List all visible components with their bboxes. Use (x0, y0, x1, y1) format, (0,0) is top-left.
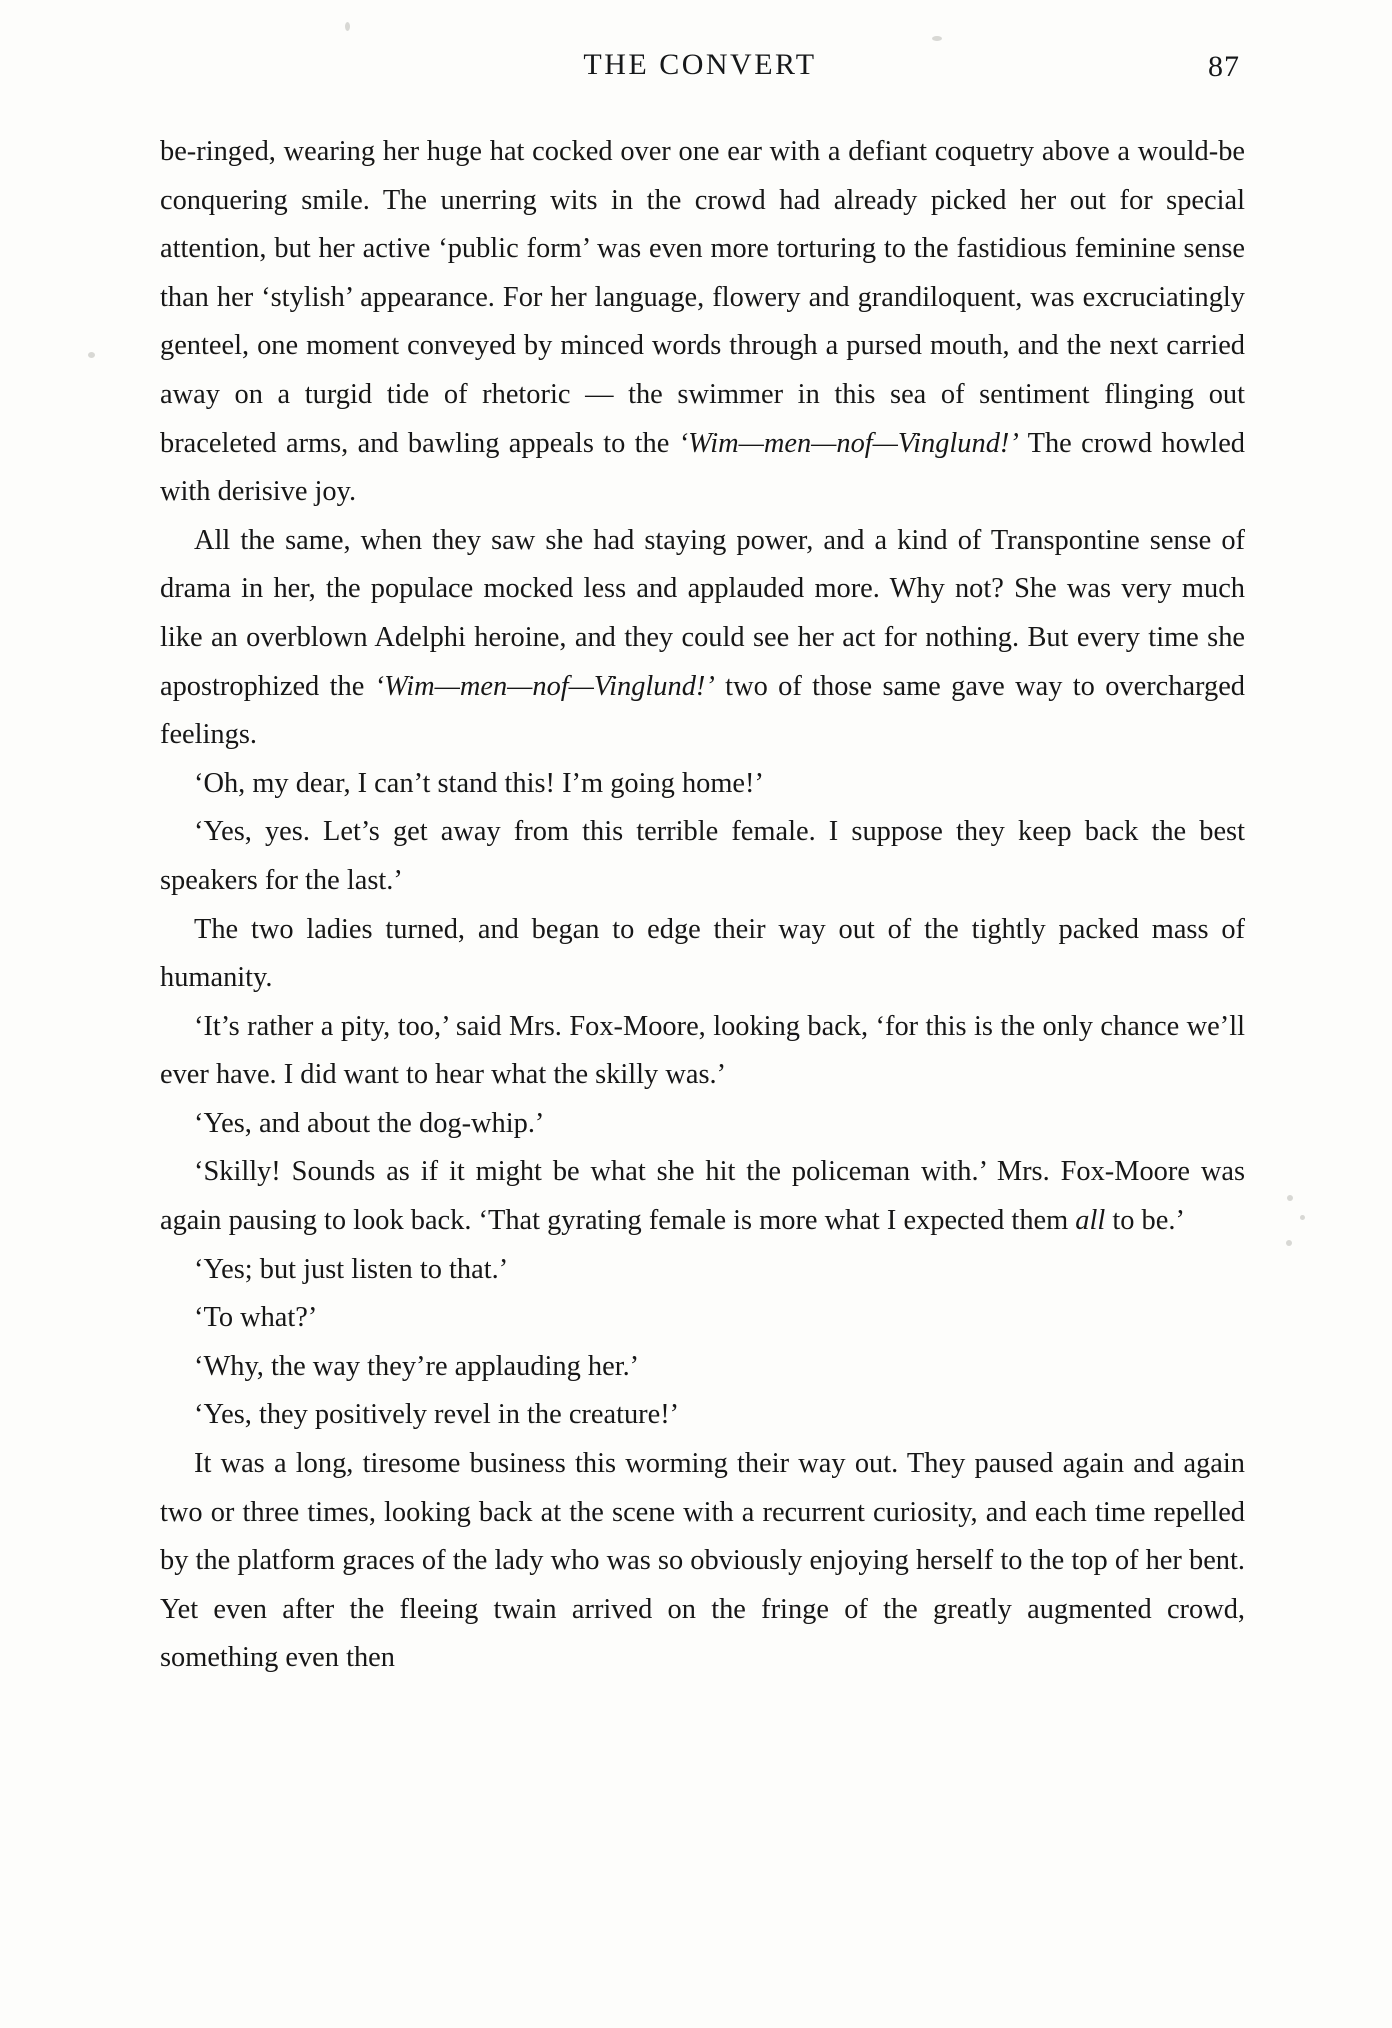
scan-speck (1287, 1195, 1293, 1201)
paragraph-4: ‘Yes, yes. Let’s get away from this terrible female. I suppose they keep back the best speakers for the last.’ (160, 816, 1245, 896)
scan-speck (1300, 1215, 1305, 1220)
paragraph-2 (160, 517, 1245, 760)
page-body (160, 128, 1245, 1683)
page-header (160, 48, 1240, 98)
paragraph-2-text-after: two of those same gave way to overcharged feelings. (160, 670, 1245, 751)
scan-speck (88, 352, 95, 358)
paragraph-8-italic: all (1075, 1205, 1106, 1237)
paragraph-1-text: be-ringed, wearing her huge hat cocked over one ear with a defiant coquetry above a would-be conquering smile. The unerring wits in the crowd had already picked her out for special attention, but her active ‘public form’ was even more torturing to the fastidious feminine sense than her ‘stylish’ appearance. For her language, flowery and grandiloquent, was excruciatingly genteel, one moment conveyed by minced words through a pursed mouth, and the next carried away on a turgid tide of rhetoric — the swimmer in this sea of sentiment flinging out braceleted arms, and bawling appeals to the (160, 136, 1245, 459)
paragraph-3: ‘Oh, my dear, I can’t stand this! I’m going home!’ (194, 767, 764, 799)
paragraph-1-italic: ‘Wim—men—nof—Vinglund!’ (678, 427, 1019, 459)
paragraph-7: ‘Yes, and about the dog-whip.’ (194, 1107, 545, 1139)
paragraph-8 (160, 1148, 1245, 1245)
running-title: THE CONVERT (583, 48, 817, 81)
paragraph-8-text-after: to be.’ (1105, 1205, 1185, 1237)
paragraph-10: ‘To what?’ (194, 1302, 318, 1334)
scan-speck (1286, 1240, 1292, 1246)
paragraph-13: It was a long, tiresome business this worming their way out. They paused again and again two or three times, looking back at the scene with a recurrent curiosity, and each time repelled by the platform graces of the lady who was so obviously enjoying herself to the top of her bent. Yet even after the fleeing twain arrived on the fringe of the greatly augmented crowd, something even then (160, 1448, 1245, 1674)
paragraph-1-text-after: The crowd howled with derisive joy. (160, 427, 1245, 508)
paragraph-11: ‘Why, the way they’re applauding her.’ (194, 1350, 640, 1382)
paragraph-2-italic: ‘Wim—men—nof—Vinglund!’ (374, 670, 715, 702)
paragraph-9: ‘Yes; but just listen to that.’ (194, 1253, 509, 1285)
paragraph-12: ‘Yes, they positively revel in the creature!’ (194, 1399, 680, 1431)
paragraph-6: ‘It’s rather a pity, too,’ said Mrs. Fox-Moore, looking back, ‘for this is the only chance we’ll ever have. I did want to hear what the skilly was.’ (160, 1010, 1245, 1091)
paragraph-5: The two ladies turned, and began to edge their way out of the tightly packed mass of humanity. (160, 913, 1245, 994)
page-number: 87 (1208, 50, 1240, 83)
paragraph-2-text: All the same, when they saw she had staying power, and a kind of Transpontine sense of drama in her, the populace mocked less and applauded more. Why not? She was very much like an overblown Adelphi heroine, and they could see her act for nothing. But every time she apostrophized the (160, 524, 1245, 702)
paragraph-8-text: ‘Skilly! Sounds as if it might be what she hit the policeman with.’ Mrs. Fox-Moore was again pausing to look back. ‘That gyrating female is more what I expected them (160, 1156, 1245, 1237)
scan-speck (345, 22, 350, 31)
scan-speck (932, 36, 942, 41)
paragraph-1 (160, 128, 1245, 517)
